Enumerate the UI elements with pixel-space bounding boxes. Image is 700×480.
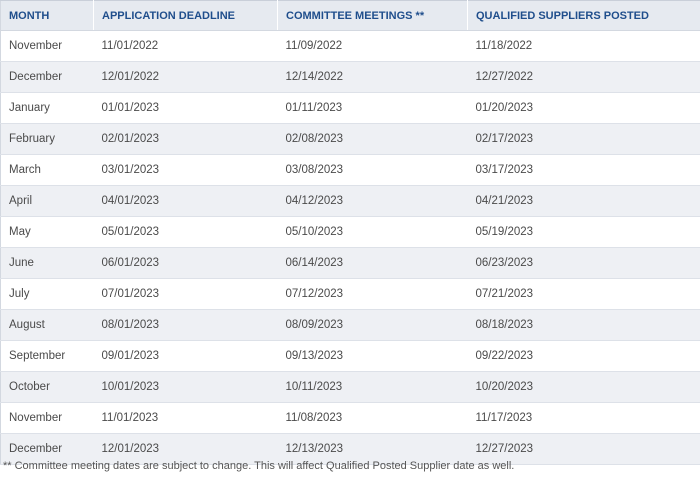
application-deadline-cell: 04/01/2023 xyxy=(94,186,278,217)
committee-meeting-cell: 02/08/2023 xyxy=(278,124,468,155)
committee-meeting-cell: 09/13/2023 xyxy=(278,341,468,372)
qualified-suppliers-posted-cell: 02/17/2023 xyxy=(468,124,700,155)
table-row xyxy=(1,186,700,217)
table-header xyxy=(1,1,700,31)
committee-meeting-cell: 12/14/2022 xyxy=(278,62,468,93)
committee-meeting-cell: 10/11/2023 xyxy=(278,372,468,403)
table-row xyxy=(1,279,700,310)
qualified-suppliers-posted-cell: 12/27/2022 xyxy=(468,62,700,93)
application-deadline-cell: 12/01/2022 xyxy=(94,62,278,93)
committee-meeting-cell: 06/14/2023 xyxy=(278,248,468,279)
application-deadline-cell: 11/01/2023 xyxy=(94,403,278,434)
table-row xyxy=(1,403,700,434)
committee-meeting-cell: 04/12/2023 xyxy=(278,186,468,217)
application-deadline-cell: 02/01/2023 xyxy=(94,124,278,155)
table-row xyxy=(1,310,700,341)
header-qualified-suppliers-posted: QUALIFIED SUPPLIERS POSTED xyxy=(468,1,700,31)
application-deadline-cell: 12/01/2023 xyxy=(94,434,278,465)
committee-meeting-cell: 12/13/2023 xyxy=(278,434,468,465)
month-cell: October xyxy=(1,372,94,403)
table-row xyxy=(1,217,700,248)
qualified-suppliers-posted-cell: 08/18/2023 xyxy=(468,310,700,341)
header-month: MONTH xyxy=(1,1,94,31)
application-deadline-cell: 06/01/2023 xyxy=(94,248,278,279)
table-row xyxy=(1,124,700,155)
application-deadline-cell: 01/01/2023 xyxy=(94,93,278,124)
committee-meeting-cell: 05/10/2023 xyxy=(278,217,468,248)
table-row xyxy=(1,372,700,403)
committee-meeting-cell: 11/08/2023 xyxy=(278,403,468,434)
table-row xyxy=(1,155,700,186)
month-cell: September xyxy=(1,341,94,372)
qualified-suppliers-posted-cell: 03/17/2023 xyxy=(468,155,700,186)
table-row xyxy=(1,31,700,62)
month-cell: July xyxy=(1,279,94,310)
table-body xyxy=(1,31,700,465)
committee-meeting-cell: 03/08/2023 xyxy=(278,155,468,186)
month-cell: December xyxy=(1,62,94,93)
application-deadline-cell: 03/01/2023 xyxy=(94,155,278,186)
table-row xyxy=(1,93,700,124)
qualified-suppliers-posted-cell: 10/20/2023 xyxy=(468,372,700,403)
month-cell: August xyxy=(1,310,94,341)
month-cell: November xyxy=(1,31,94,62)
month-cell: February xyxy=(1,124,94,155)
header-application-deadline: APPLICATION DEADLINE xyxy=(94,1,278,31)
application-deadline-cell: 07/01/2023 xyxy=(94,279,278,310)
application-deadline-cell: 05/01/2023 xyxy=(94,217,278,248)
committee-meeting-cell: 07/12/2023 xyxy=(278,279,468,310)
qualified-suppliers-posted-cell: 07/21/2023 xyxy=(468,279,700,310)
qualified-suppliers-posted-cell: 11/17/2023 xyxy=(468,403,700,434)
table-row xyxy=(1,341,700,372)
committee-meeting-cell: 01/11/2023 xyxy=(278,93,468,124)
header-committee-meetings: COMMITTEE MEETINGS ** xyxy=(278,1,468,31)
footnote: ** Committee meeting dates are subject to change. This will affect Qualified Posted Supplier date as well. xyxy=(3,460,515,472)
application-deadline-cell: 10/01/2023 xyxy=(94,372,278,403)
month-cell: January xyxy=(1,93,94,124)
qualified-suppliers-posted-cell: 11/18/2022 xyxy=(468,31,700,62)
month-cell: May xyxy=(1,217,94,248)
table-row xyxy=(1,62,700,93)
committee-meeting-cell: 08/09/2023 xyxy=(278,310,468,341)
qualified-suppliers-posted-cell: 04/21/2023 xyxy=(468,186,700,217)
qualified-suppliers-posted-cell: 06/23/2023 xyxy=(468,248,700,279)
month-cell: June xyxy=(1,248,94,279)
application-deadline-cell: 08/01/2023 xyxy=(94,310,278,341)
qualified-suppliers-posted-cell: 12/27/2023 xyxy=(468,434,700,465)
committee-meeting-cell: 11/09/2022 xyxy=(278,31,468,62)
application-deadline-cell: 11/01/2022 xyxy=(94,31,278,62)
qualified-suppliers-posted-cell: 05/19/2023 xyxy=(468,217,700,248)
month-cell: November xyxy=(1,403,94,434)
table-row xyxy=(1,248,700,279)
application-deadline-cell: 09/01/2023 xyxy=(94,341,278,372)
qualified-suppliers-posted-cell: 01/20/2023 xyxy=(468,93,700,124)
qualified-suppliers-posted-cell: 09/22/2023 xyxy=(468,341,700,372)
month-cell: April xyxy=(1,186,94,217)
month-cell: December xyxy=(1,434,94,465)
month-cell: March xyxy=(1,155,94,186)
header-row xyxy=(1,1,700,31)
